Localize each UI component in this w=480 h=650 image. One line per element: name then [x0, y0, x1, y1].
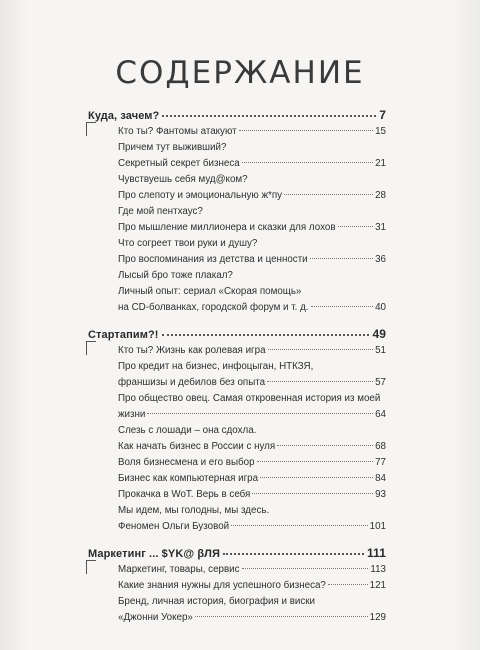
- toc-section: [86, 108, 386, 316]
- toc-entry: [118, 487, 386, 503]
- table-of-contents: [86, 108, 386, 626]
- entry-text: Личный опыт: сериал «Скорая помощь»: [118, 286, 302, 297]
- dot-leader: [195, 616, 368, 617]
- entry-text: Прокачка в WoT. Верь в себя: [118, 489, 251, 500]
- toc-entry: [118, 343, 386, 359]
- entry-text: Секретный секрет бизнеса: [118, 158, 240, 169]
- entry-text: Про слепоту и эмоциональную ж*пу: [118, 190, 283, 201]
- toc-entry: [118, 562, 386, 578]
- entry-text: Про воспоминания из детства и ценности: [118, 254, 308, 265]
- entry-text: Где мой пентхаус?: [118, 206, 203, 217]
- entry-list: [86, 562, 386, 626]
- dot-leader: [310, 258, 373, 259]
- entry-page-number: 64: [375, 409, 386, 420]
- entry-last-line: [118, 343, 386, 359]
- entry-list: [86, 343, 386, 535]
- entry-page-number: 68: [375, 441, 386, 452]
- entry-text: Про общество овец. Самая откровенная история из моей: [118, 393, 381, 404]
- section-heading: [86, 108, 386, 124]
- dot-leader: [284, 194, 373, 195]
- entry-page-number: 36: [375, 254, 386, 265]
- toc-entry: [118, 455, 386, 471]
- page-title: СОДЕРЖАНИЕ: [115, 55, 365, 91]
- dot-leader: [252, 493, 373, 494]
- section-title: Куда, зачем?: [88, 110, 160, 122]
- toc-entry: [118, 391, 386, 423]
- entry-last-line: [118, 487, 386, 503]
- toc-entry: [118, 268, 386, 316]
- toc-entry: [118, 578, 386, 594]
- entry-page-number: 15: [375, 126, 386, 137]
- entry-last-line: [118, 455, 386, 471]
- entry-page-number: 101: [369, 521, 386, 532]
- dot-leader: [328, 584, 368, 585]
- entry-page-number: 93: [375, 489, 386, 500]
- section-page-number: 111: [367, 546, 386, 560]
- dot-leader: [311, 306, 374, 307]
- entry-last-line: [118, 471, 386, 487]
- entry-last-line: [118, 407, 386, 423]
- entry-last-line: [118, 188, 386, 204]
- dot-leader: [223, 553, 364, 555]
- section-page-number: 7: [379, 108, 386, 122]
- entry-last-line: [118, 124, 386, 140]
- section-bracket: [86, 341, 96, 355]
- dot-leader: [338, 226, 374, 227]
- toc-entry: [118, 124, 386, 140]
- dot-leader: [257, 461, 374, 462]
- toc-entry: [118, 172, 386, 204]
- entry-text: Про кредит на бизнес, инфоцыган, НТКЗЯ,: [118, 361, 314, 372]
- section-heading: [86, 546, 386, 562]
- entry-text: Кто ты? Фантомы атакуют: [118, 126, 237, 137]
- entry-last-line: [118, 252, 386, 268]
- toc-entry: [118, 140, 386, 172]
- entry-text: Причем тут выживший?: [118, 142, 227, 153]
- section-bracket: [86, 560, 96, 574]
- entry-text: Маркетинг, товары, сервис: [118, 564, 240, 575]
- toc-section: [86, 327, 386, 535]
- entry-page-number: 121: [369, 580, 386, 591]
- entry-page-number: 31: [375, 222, 386, 233]
- entry-text: Мы идем, мы голодны, мы здесь.: [118, 505, 270, 516]
- entry-last-line: [118, 439, 386, 455]
- entry-text: «Джонни Уокер»: [118, 612, 193, 623]
- entry-page-number: 129: [369, 612, 386, 623]
- dot-leader: [260, 477, 373, 478]
- entry-text: на CD-болванках, городской форум и т. д.: [118, 302, 309, 313]
- entry-text: Бренд, личная история, биография и виски: [118, 596, 316, 607]
- entry-page-number: 113: [370, 564, 386, 575]
- entry-page-number: 77: [375, 457, 386, 468]
- entry-text: Что согреет твои руки и душу?: [118, 238, 258, 249]
- entry-last-line: [118, 578, 386, 594]
- entry-text: Чувствуешь себя муд@ком?: [118, 174, 248, 185]
- dot-leader: [242, 568, 369, 569]
- entry-text: Бизнес как компьютерная игра: [118, 473, 259, 484]
- entry-last-line: [118, 300, 386, 316]
- toc-entry: [118, 359, 386, 391]
- section-title: Маркетинг ... $YK@ βЛЯ: [88, 548, 220, 560]
- entry-text: Про мышление миллионера и сказки для лохов: [118, 222, 336, 233]
- entry-last-line: [118, 610, 386, 626]
- section-bracket: [86, 122, 96, 136]
- entry-page-number: 21: [375, 158, 386, 169]
- entry-page-number: 40: [375, 302, 386, 313]
- section-page-number: 49: [372, 327, 386, 341]
- entry-last-line: [118, 220, 386, 236]
- dot-leader: [242, 162, 373, 163]
- entry-text: франшизы и дебилов без опыта: [118, 377, 266, 388]
- dot-leader: [239, 130, 374, 131]
- toc-section: [86, 546, 386, 626]
- entry-page-number: 51: [375, 345, 386, 356]
- entry-text: Кто ты? Жизнь как ролевая игра: [118, 345, 266, 356]
- dot-leader: [162, 334, 370, 336]
- toc-entry: [118, 471, 386, 487]
- entry-page-number: 84: [375, 473, 386, 484]
- entry-text: Слезь с лошади – она сдохла.: [118, 425, 257, 436]
- entry-text: Воля бизнесмена и его выбор: [118, 457, 255, 468]
- entry-last-line: [118, 156, 386, 172]
- entry-text: Как начать бизнес в России с нуля: [118, 441, 276, 452]
- dot-leader: [268, 349, 374, 350]
- toc-entry: [118, 204, 386, 236]
- toc-entry: [118, 503, 386, 535]
- toc-entry: [118, 423, 386, 455]
- entry-text: Какие знания нужны для успешного бизнеса?: [118, 580, 326, 591]
- entry-last-line: [118, 562, 386, 578]
- section-title: Стартапим?!: [88, 329, 159, 341]
- dot-leader: [267, 381, 373, 382]
- entry-text: жизни: [118, 409, 146, 420]
- entry-last-line: [118, 375, 386, 391]
- entry-page-number: 57: [375, 377, 386, 388]
- dot-leader: [162, 115, 376, 117]
- dot-leader: [277, 445, 373, 446]
- entry-list: [86, 124, 386, 316]
- entry-last-line: [118, 519, 386, 535]
- entry-page-number: 28: [375, 190, 386, 201]
- toc-entry: [118, 594, 386, 626]
- toc-entry: [118, 236, 386, 268]
- dot-leader: [231, 525, 368, 526]
- section-heading: [86, 327, 386, 343]
- entry-text: Феномен Ольги Бузовой: [118, 521, 230, 532]
- dot-leader: [147, 413, 373, 414]
- entry-text: Лысый бро тоже плакал?: [118, 270, 233, 281]
